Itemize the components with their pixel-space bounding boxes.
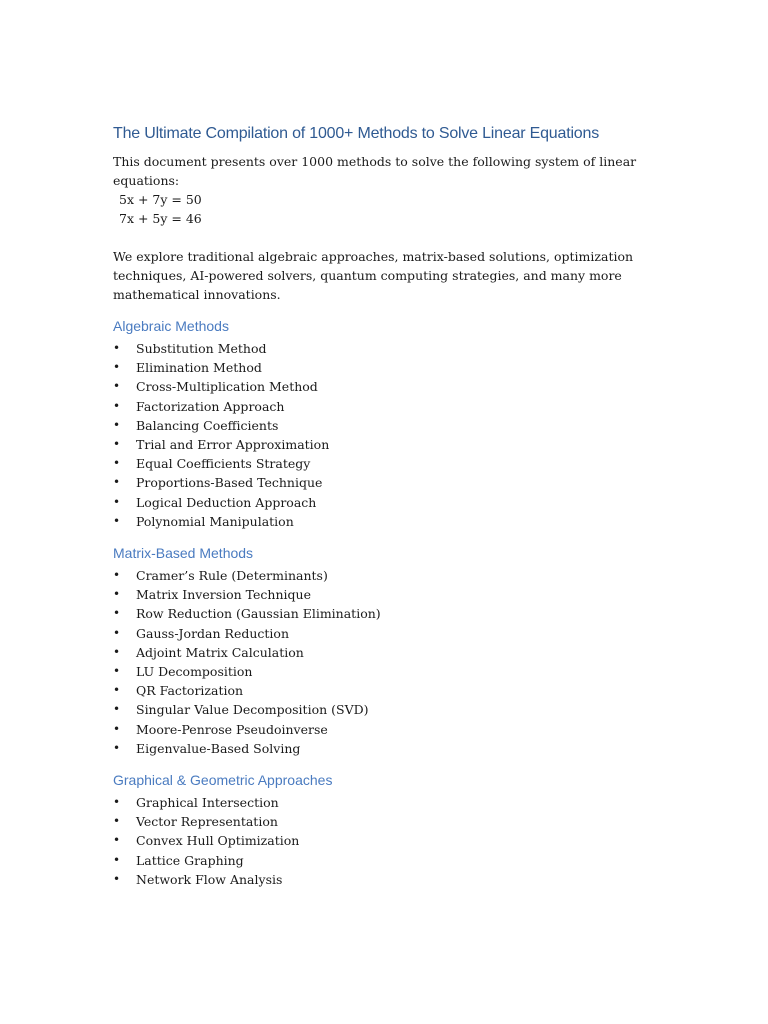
bullet-icon: • xyxy=(113,475,121,490)
list-item-label: Eigenvalue-Based Solving xyxy=(136,740,301,756)
list-item-label: Convex Hull Optimization xyxy=(136,833,300,849)
bullet-icon: • xyxy=(113,360,121,375)
list-item-label: Cross-Multiplication Method xyxy=(136,379,318,395)
section-heading: Matrix-Based Methods xyxy=(113,545,254,562)
list-item-label: Equal Coefficients Strategy xyxy=(136,456,311,472)
intro-paragraph: This document presents over 1000 methods to solve the following system of linear equations: xyxy=(113,154,637,188)
list-item xyxy=(113,720,673,739)
bullet-icon: • xyxy=(113,852,121,867)
section-matrix xyxy=(113,543,673,758)
section-algebraic xyxy=(113,316,673,531)
explore-paragraph: We explore traditional algebraic approaches, matrix-based solutions, optimization techniques, AI-powered solvers, quantum computing strategies, and many more mathematical innovations. xyxy=(113,249,634,302)
list-item xyxy=(113,454,673,473)
equation-1: 5x + 7y = 50 xyxy=(119,192,202,207)
list-item xyxy=(113,377,673,396)
list-item-label: Network Flow Analysis xyxy=(136,871,283,887)
equation-2: 7x + 5y = 46 xyxy=(119,211,202,226)
list-item xyxy=(113,435,673,454)
bullet-icon: • xyxy=(113,513,121,528)
list-item-label: LU Decomposition xyxy=(136,664,253,680)
spacer xyxy=(113,228,673,247)
list-item-label: Moore-Penrose Pseudoinverse xyxy=(136,721,328,737)
bullet-icon: • xyxy=(113,721,121,736)
document-title: The Ultimate Compilation of 1000+ Methods to Solve Linear Equations xyxy=(113,125,599,142)
bullet-icon: • xyxy=(113,833,121,848)
list-item xyxy=(113,643,673,662)
bullet-icon: • xyxy=(113,740,121,755)
list-item-label: Lattice Graphing xyxy=(136,852,244,868)
list-item-label: Graphical Intersection xyxy=(136,795,279,811)
list-item xyxy=(113,416,673,435)
list-item-label: Cramer’s Rule (Determinants) xyxy=(136,568,328,584)
list-item xyxy=(113,870,673,889)
bullet-icon: • xyxy=(113,494,121,509)
list-item xyxy=(113,473,673,492)
list-item-label: Balancing Coefficients xyxy=(136,417,279,433)
list-item-label: Proportions-Based Technique xyxy=(136,475,323,491)
list-item xyxy=(113,662,673,681)
list-item-label: Gauss-Jordan Reduction xyxy=(136,625,289,641)
list-item xyxy=(113,812,673,831)
list-item xyxy=(113,585,673,604)
list-item-label: Elimination Method xyxy=(136,360,262,376)
bullet-icon: • xyxy=(113,398,121,413)
method-list xyxy=(113,793,673,889)
list-item xyxy=(113,604,673,623)
bullet-icon: • xyxy=(113,437,121,452)
section-graphical xyxy=(113,770,673,889)
list-item xyxy=(113,831,673,850)
bullet-icon: • xyxy=(113,795,121,810)
list-item xyxy=(113,739,673,758)
bullet-icon: • xyxy=(113,606,121,621)
list-item xyxy=(113,512,673,531)
list-item-label: Singular Value Decomposition (SVD) xyxy=(136,702,369,718)
list-item xyxy=(113,624,673,643)
list-item-label: Logical Deduction Approach xyxy=(136,494,317,510)
bullet-icon: • xyxy=(113,587,121,602)
bullet-icon: • xyxy=(113,417,121,432)
list-item xyxy=(113,339,673,358)
list-item-label: Matrix Inversion Technique xyxy=(136,587,311,603)
bullet-icon: • xyxy=(113,702,121,717)
bullet-icon: • xyxy=(113,644,121,659)
bullet-icon: • xyxy=(113,664,121,679)
list-item xyxy=(113,681,673,700)
list-item-label: Polynomial Manipulation xyxy=(136,513,294,529)
list-item-label: QR Factorization xyxy=(136,683,244,699)
bullet-icon: • xyxy=(113,456,121,471)
list-item-label: Substitution Method xyxy=(136,341,267,356)
list-item xyxy=(113,493,673,512)
bullet-icon: • xyxy=(113,625,121,640)
section-heading: Algebraic Methods xyxy=(113,318,229,334)
list-item xyxy=(113,397,673,416)
list-item xyxy=(113,700,673,719)
bullet-icon: • xyxy=(113,814,121,829)
list-item xyxy=(113,566,673,585)
bullet-icon: • xyxy=(113,683,121,698)
section-heading: Graphical & Geometric Approaches xyxy=(113,772,333,789)
list-item xyxy=(113,793,673,812)
bullet-icon: • xyxy=(113,871,121,886)
list-item-label: Adjoint Matrix Calculation xyxy=(136,644,304,660)
bullet-icon: • xyxy=(113,379,121,394)
bullet-icon: • xyxy=(113,341,121,355)
list-item-label: Factorization Approach xyxy=(136,398,285,414)
method-list xyxy=(113,566,673,758)
document-body xyxy=(113,122,673,889)
list-item xyxy=(113,358,673,377)
list-item-label: Trial and Error Approximation xyxy=(136,437,330,453)
list-item-label: Vector Representation xyxy=(136,814,278,830)
method-list xyxy=(113,339,673,531)
bullet-icon: • xyxy=(113,568,121,583)
list-item xyxy=(113,851,673,870)
list-item-label: Row Reduction (Gaussian Elimination) xyxy=(136,606,381,622)
